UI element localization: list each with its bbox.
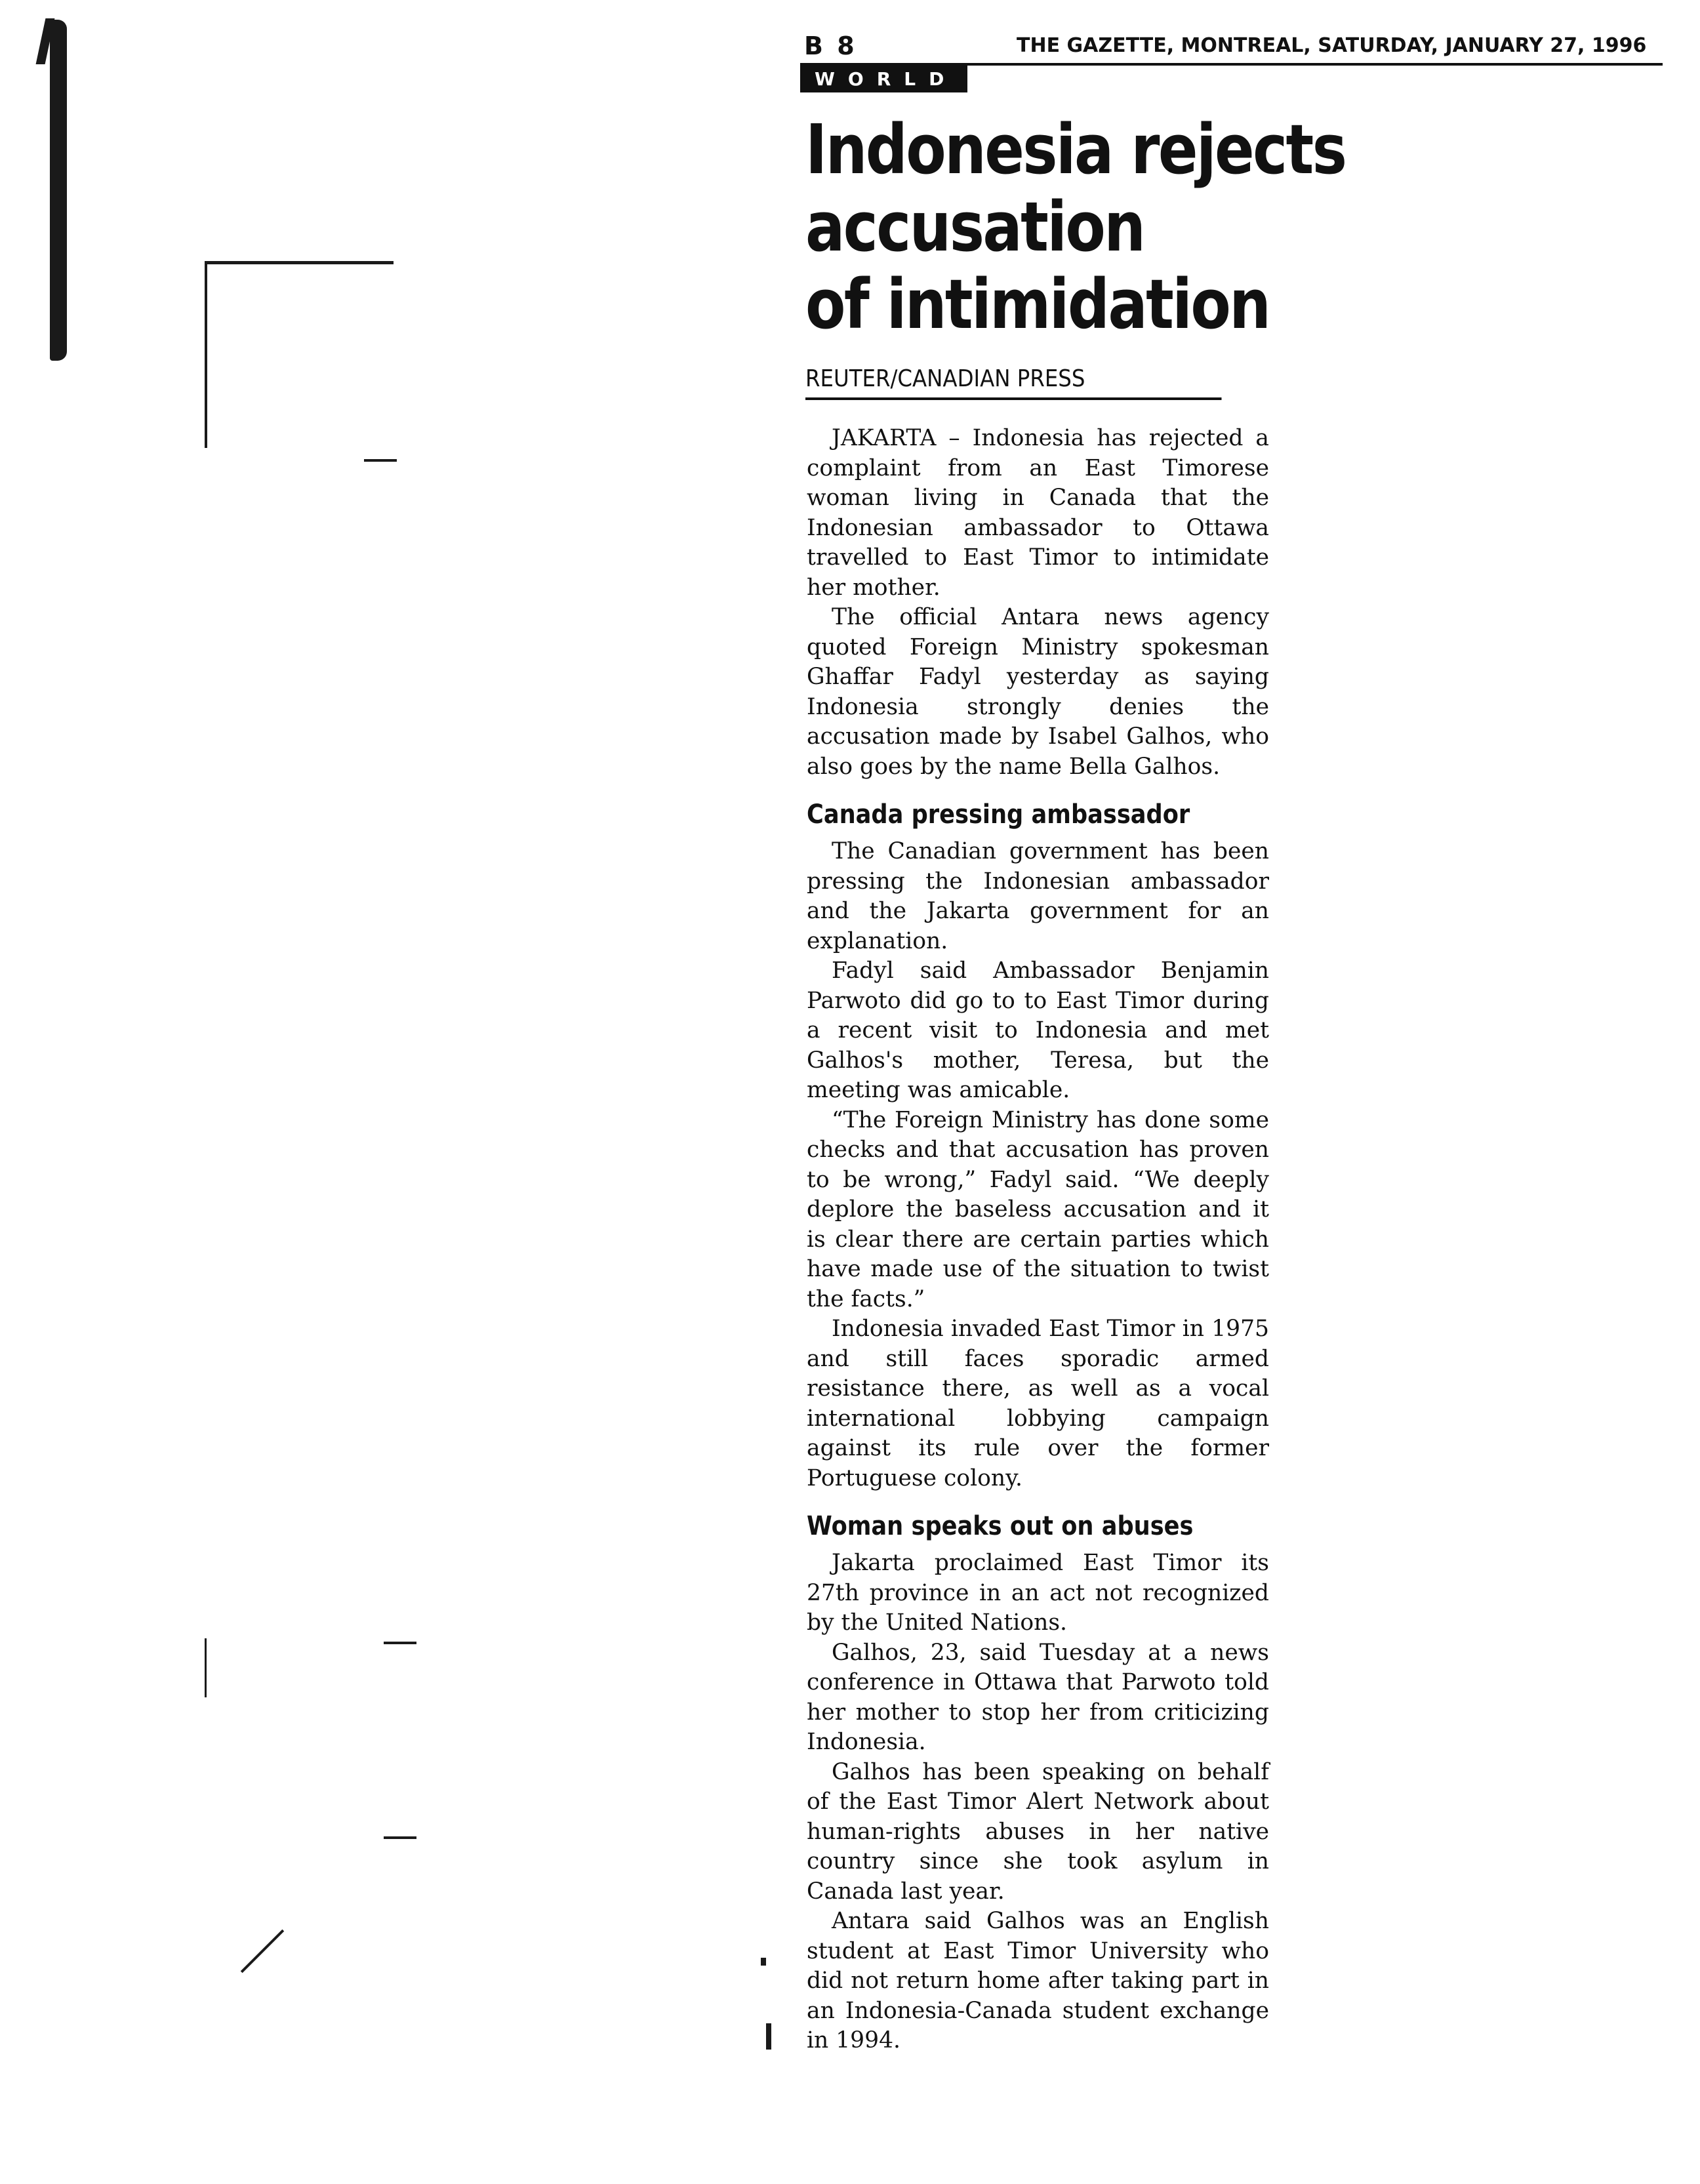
paragraph: The official Antara news agency quoted Foreign Ministry spokesman Ghaffar Fadyl yesterday as saying Indonesia strongly denies the accusation made by Isabel Galhos, who also goes by the name Bella Galhos. — [807, 604, 1269, 780]
scan-artifact-tick — [205, 1638, 207, 1697]
paragraph: Galhos, 23, said Tuesday at a news conference in Ottawa that Parwoto told her mother to stop her from criticizing Indonesia. — [807, 1639, 1269, 1755]
paragraph: Galhos has been speaking on behalf of the East Timor Alert Network about human-rights abuses in her native country since she took asylum in Canada last year. — [807, 1758, 1269, 1905]
scan-artifact-dot — [766, 2023, 771, 2050]
paragraph: “The Foreign Ministry has done some checks and that accusation has proven to be wrong,” Fadyl said. “We deeply deplore the baseless accusation and it is clear there are certain parties which have made use of the situation to twist the facts.” — [807, 1106, 1269, 1312]
newspaper-article — [800, 26, 1653, 2056]
headline-line: of intimidation — [805, 264, 1270, 344]
scan-artifact-bracket-top — [205, 261, 394, 264]
paragraph: Jakarta proclaimed East Timor its 27th province in an act not recognized by the United Nations. — [807, 1550, 1269, 1636]
scan-artifact-dash — [384, 1836, 416, 1839]
headline-line: accusation — [805, 187, 1144, 267]
paragraph: JAKARTA – Indonesia has rejected a complaint from an East Timorese woman living in Canada that the Indonesian ambassador to Ottawa travelled to East Timor to intimidate her mother. — [807, 425, 1269, 601]
headline-line: Indonesia rejects — [805, 110, 1346, 190]
page-header — [800, 26, 1663, 66]
subhead: Woman speaks out on abuses — [807, 1511, 1194, 1541]
subhead: Canada pressing ambassador — [807, 799, 1190, 830]
article-body — [807, 424, 1269, 2056]
byline: REUTER/CANADIAN PRESS — [805, 365, 1222, 400]
paragraph: Indonesia invaded East Timor in 1975 and still faces sporadic armed resistance there, as well as a vocal international lobbying campaign against its rule over the former Portuguese colony. — [807, 1316, 1269, 1491]
headline — [805, 110, 1346, 344]
scan-artifact-slash — [241, 1930, 284, 1973]
paragraph: Fadyl said Ambassador Benjamin Parwoto did go to to East Timor during a recent visit to Indonesia and met Galhos's mother, Teresa, but the meeting was amicable. — [807, 958, 1269, 1103]
scan-artifact-dash — [364, 459, 397, 462]
section-tag: WORLD — [800, 66, 967, 92]
page-number: B 8 — [804, 31, 857, 60]
scan-artifact-bar — [50, 20, 67, 361]
scan-artifact-bracket-left — [205, 261, 207, 448]
paragraph: Antara said Galhos was an English student at East Timor University who did not return home after taking part in an Indonesia-Canada student exchange in 1994. — [807, 1908, 1269, 2053]
scan-artifact-dash — [384, 1642, 416, 1644]
scan-artifact-dot — [761, 1958, 766, 1966]
publication-line: THE GAZETTE, MONTREAL, SATURDAY, JANUARY 27, 1996 — [1017, 34, 1647, 57]
paragraph: The Canadian government has been pressing the Indonesian ambassador and the Jakarta government for an explanation. — [807, 838, 1269, 954]
